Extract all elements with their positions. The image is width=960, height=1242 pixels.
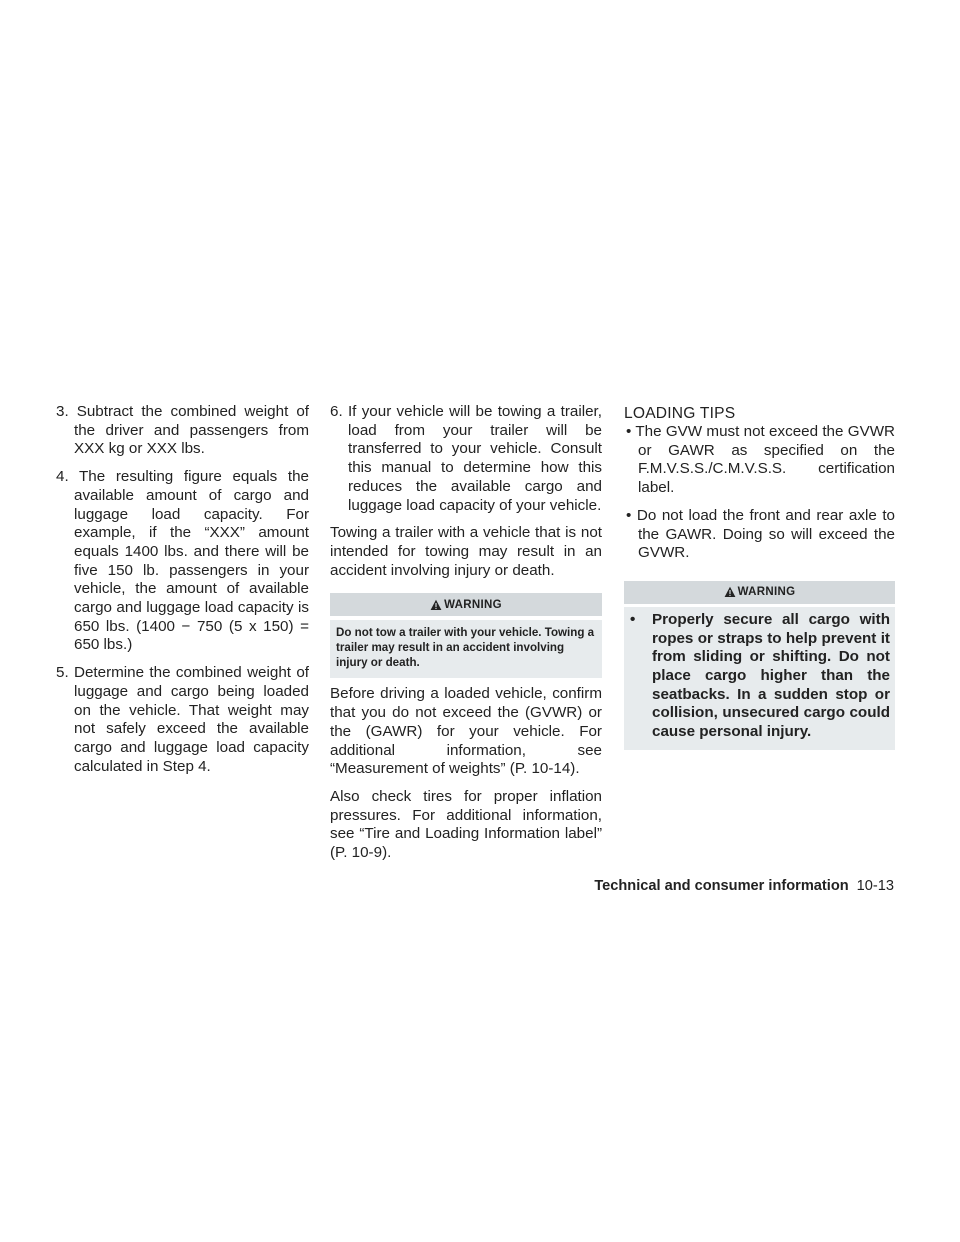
warning-triangle-icon [430,599,442,611]
tires-paragraph: Also check tires for proper inflation pressures. For additional information, see “Tire and Loading Information label” (P. 10-9). [330,787,602,862]
warning-bullet [630,611,890,742]
bullet-item: • Do not load the front and rear axle to the GAWR. Doing so will exceed the GVWR. [626,506,895,562]
step-3: 3. Subtract the combined weight of the driver and passengers from XXX kg or XXX lbs. [56,403,309,458]
page-number: 10-13 [856,878,894,894]
bullet-item: • The GVW must not exceed the GVWR or GAWR as specified on the F.M.V.S.S./C.M.V.S.S. certification label. [626,423,896,497]
warning-bullet-text: Properly secure all cargo with ropes or straps to help prevent it from sliding or shifting. Do not place cargo higher than the seatbacks. In a sudden stop or collision, unsecured cargo could cause personal injury. [652,610,890,741]
bullet-text: Do not load the front and rear axle to the GAWR. Doing so will exceed the GVWR. [636,506,895,562]
column-1 [56,403,309,785]
bullet-text: The GVW must not exceed the GVWR or GAWR as specified on the F.M.V.S.S./C.M.V.S.S. certification label. [635,423,896,497]
warning-header [330,593,602,616]
column-3 [624,403,895,750]
column-2 [330,403,602,872]
bullet-dot: • [630,610,636,628]
warning-label: WARNING [737,586,796,599]
warning-triangle-icon [724,586,736,598]
step-5: 5. Determine the combined weight of luggage and cargo being loaded on the vehicle. That weight may not safely exceed the available cargo and luggage load capacity calculated in Step 4. [56,664,309,775]
warning-header [624,581,895,604]
warning-label: WARNING [444,598,502,611]
page-footer [594,878,894,894]
step-4: 4. The resulting figure equals the available amount of cargo and luggage load capacity. For example, if the “XXX” amount equals 1400 lbs. and there will be five 150 lb. passengers in your vehicle, the amount of available cargo and luggage load capacity is 650 lbs. (1400 − 750 (5 x 150) = 650 lbs.) [56,468,309,654]
warning-body: Do not tow a trailer with your vehicle. Towing a trailer may result in an accident involving injury or death. [330,620,602,678]
footer-section-title: Technical and consumer information [594,878,849,894]
towing-paragraph: Towing a trailer with a vehicle that is not intended for towing may result in an accident involving injury or death. [330,524,602,579]
loading-tips-heading: LOADING TIPS [624,405,736,422]
before-driving-paragraph: Before driving a loaded vehicle, confirm that you do not exceed the (GVWR) or the (GAWR) for your vehicle. For additional information, see “Measurement of weights” (P. 10-14). [330,685,602,778]
step-6: 6. If your vehicle will be towing a trailer, load from your trailer will be transferred to your vehicle. Consult this manual to determine how this reduces the available cargo and luggage load capacity of your vehicle. [330,403,602,514]
warning-body [624,607,895,750]
